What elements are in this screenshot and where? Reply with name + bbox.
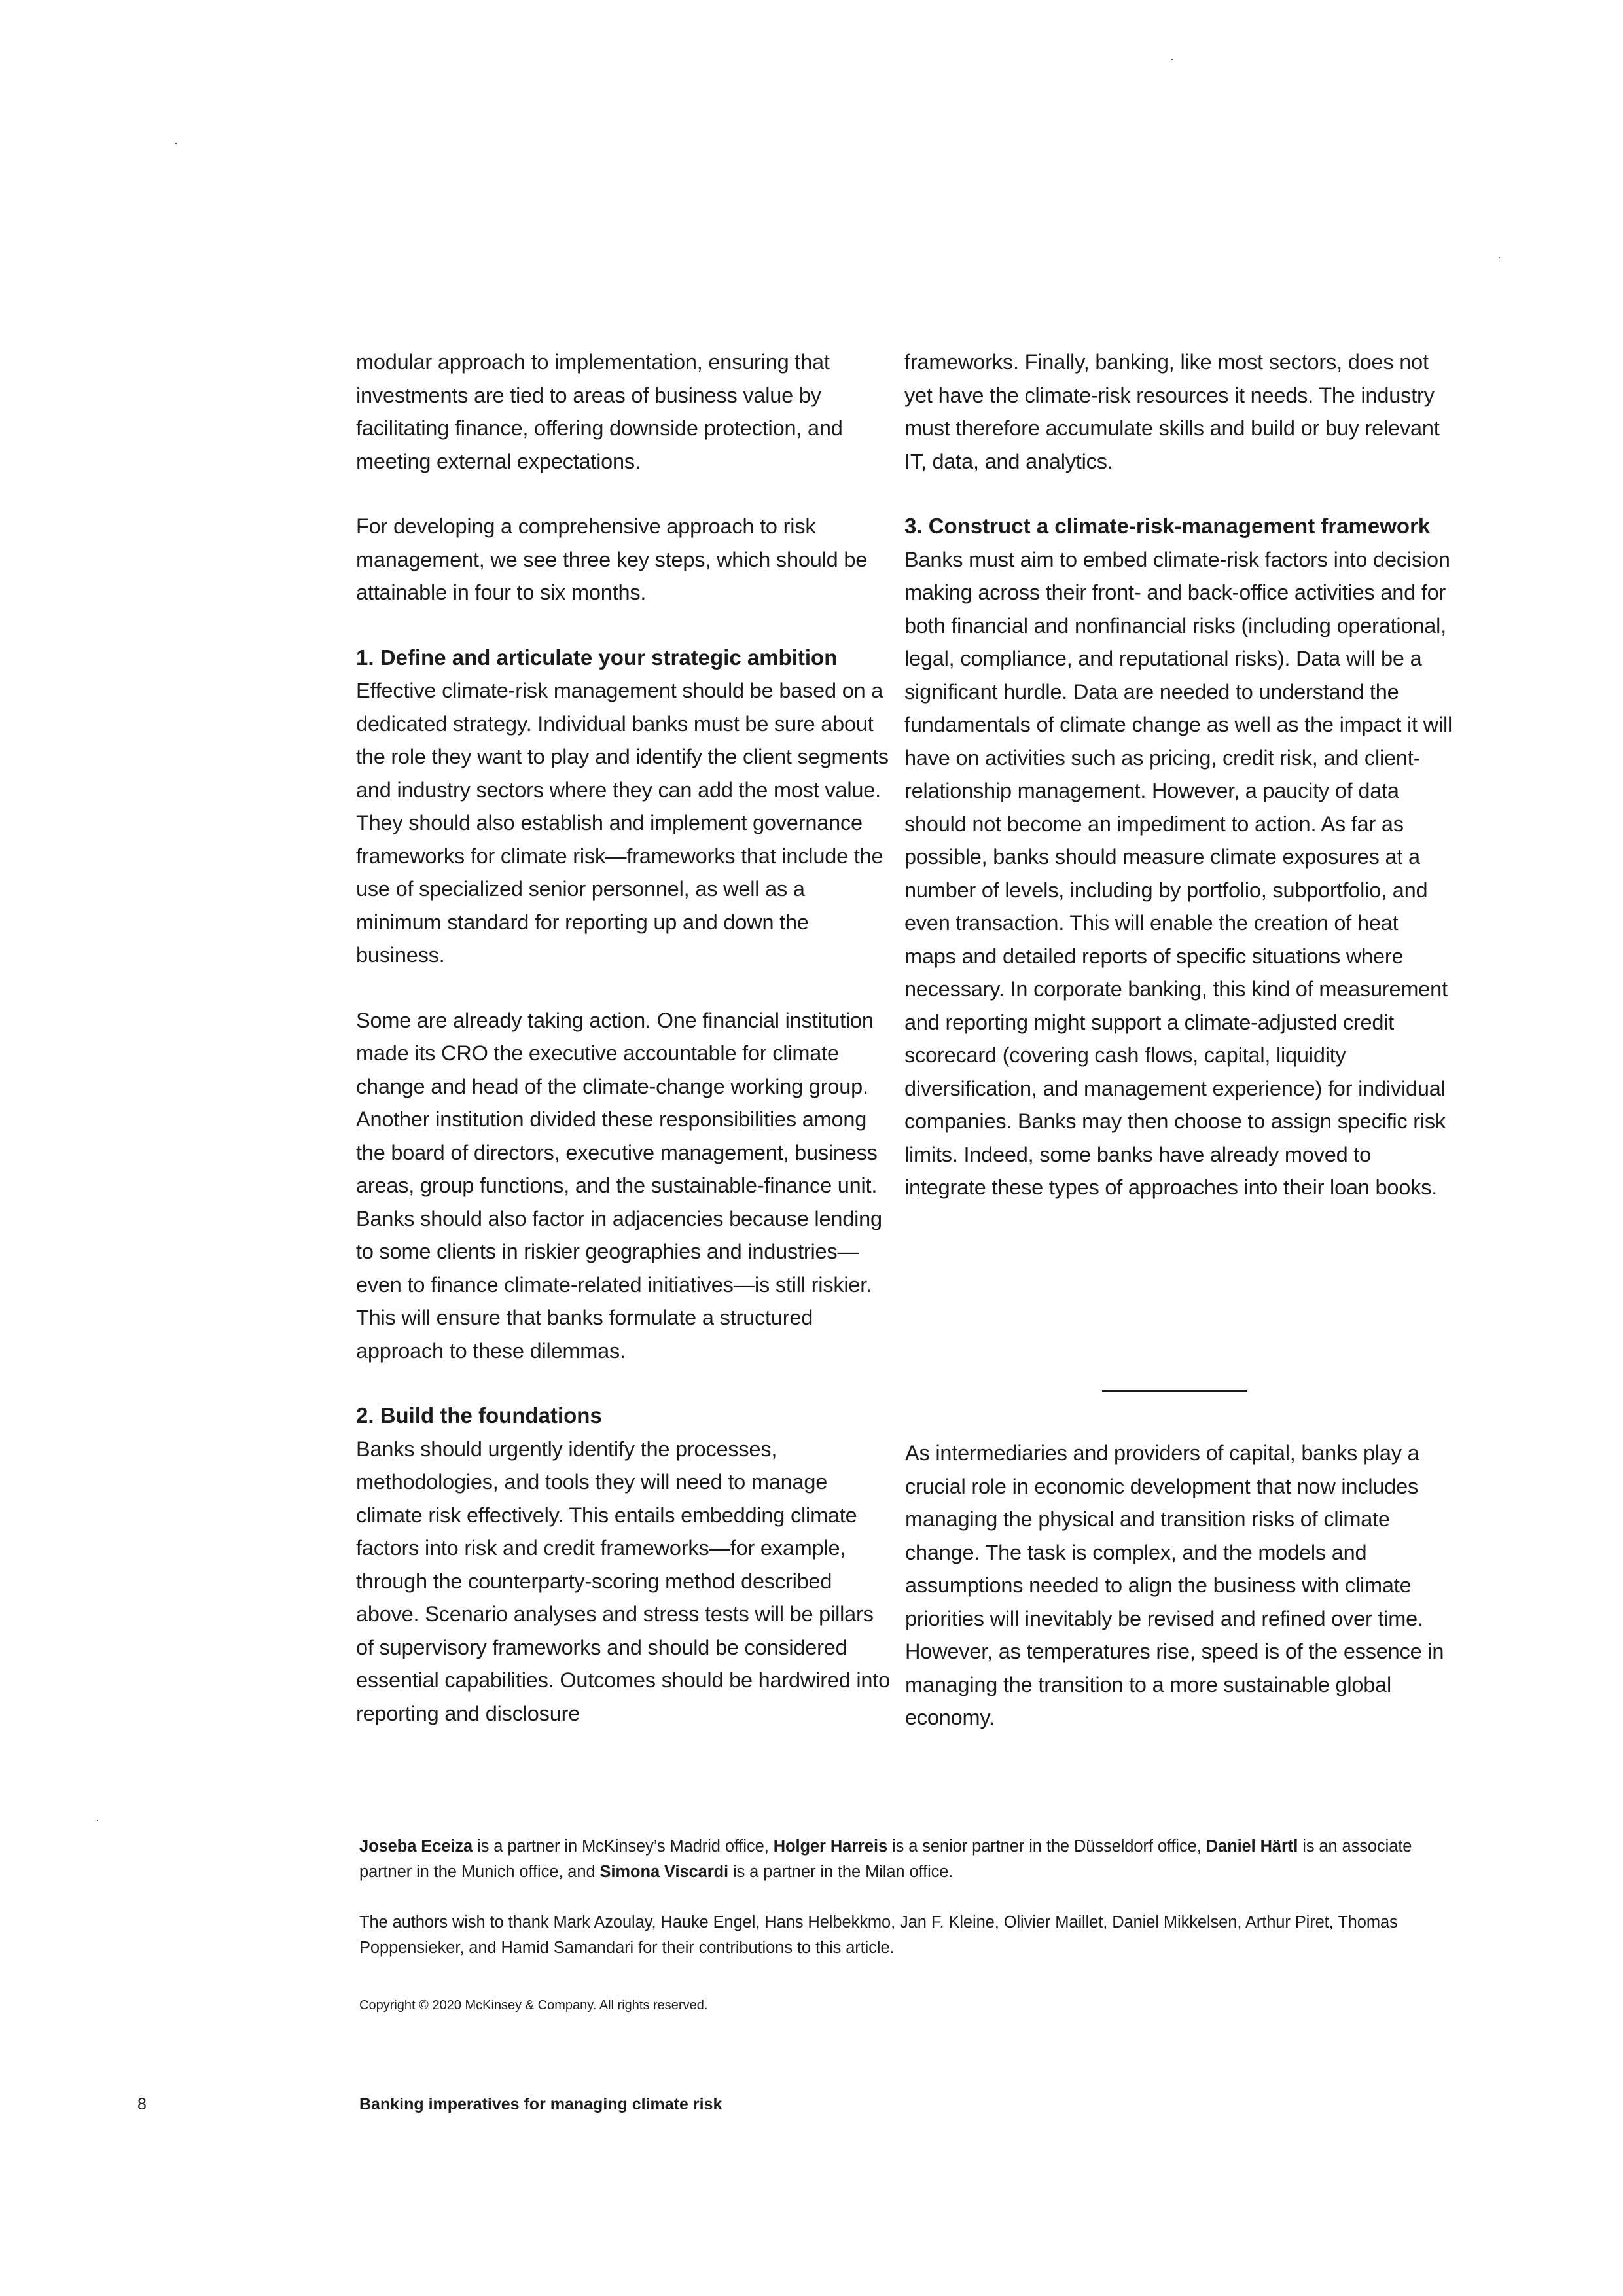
- running-title: Banking imperatives for managing climate risk: [359, 2095, 722, 2113]
- scan-speck: [1499, 257, 1500, 258]
- author-name: Simona Viscardi: [599, 1862, 728, 1881]
- scan-speck: [175, 143, 177, 144]
- step3-heading: 3. Construct a climate-risk-management framework: [904, 514, 1431, 538]
- page-number: 8: [137, 2095, 147, 2113]
- step1-body: Effective climate-risk management should be based on a dedicated strategy. Individual banks must be sure about the role they want to play and identify the client segments and industry sectors where they can add the most value. They should also establish and implement governance frameworks for climate risk—frameworks that include the use of specialized senior personnel, as well as a minimum standard for reporting up and down the business.: [356, 679, 889, 967]
- author-bios: [359, 1834, 1459, 1884]
- section-divider: [1102, 1390, 1247, 1392]
- author-name: Joseba Eceiza: [359, 1837, 473, 1856]
- author-name: Daniel Härtl: [1205, 1837, 1298, 1856]
- step2-body: Banks should urgently identify the processes, methodologies, and tools they will need to manage climate risk effectively. This entails embedding climate factors into risk and credit frameworks—for example, through the counterparty-scoring method described above. Scenario analyses and stress tests will be pillars of supervisory frameworks and should be considered essential capabilities. Outcomes should be hardwired into reporting and disclosure: [356, 1437, 891, 1725]
- scan-speck: [1171, 59, 1173, 60]
- conclusion-column: [905, 1437, 1455, 1734]
- copyright-notice: Copyright © 2020 McKinsey & Company. All rights reserved.: [359, 1998, 708, 2013]
- acknowledgments: The authors wish to thank Mark Azoulay, Hauke Engel, Hans Helbekkmo, Jan F. Kleine, Olivier Maillet, Daniel Mikkelsen, Arthur Piret, Thomas Poppensieker, and Hamid Samandari for their contributions to this article.: [359, 1913, 1398, 1957]
- author-role: is an associate partner in the Munich office, and: [359, 1837, 1412, 1881]
- step2-continued: frameworks. Finally, banking, like most sectors, does not yet have the climate-risk resources it needs. The industry must therefore accumulate skills and build or buy relevant IT, data, and analytics.: [904, 350, 1440, 473]
- step3-body: Banks must aim to embed climate-risk factors into decision making across their front- and back-office activities and for both financial and nonfinancial risks (including operational, legal, compliance, and reputational risks). Data will be a significant hurdle. Data are needed to understand the fundamentals of climate change as well as the impact it will have on activities such as pricing, credit risk, and client-relationship management. However, a paucity of data should not become an impediment to action. As far as possible, banks should measure climate exposures at a number of levels, including by portfolio, subportfolio, and even transaction. This will enable the creation of heat maps and detailed reports of specific situations where necessary. In corporate banking, this kind of measurement and reporting might support a climate-adjusted credit scorecard (covering cash flows, capital, liquidity diversification, and management experience) for individual companies. Banks may then choose to assign specific risk limits. Indeed, some banks have already moved to integrate these types of approaches into their loan books.: [904, 547, 1453, 1199]
- step1-examples: Some are already taking action. One financial institution made its CRO the executive accountable for climate change and head of the climate-change working group. Another institution divided these responsibilities among the board of directors, executive management, business areas, group functions, and the sustainable-finance unit. Banks should also factor in adjacencies because lending to some clients in riskier geographies and industries—even to finance climate-related initiatives—is still riskier. This will ensure that banks formulate a structured approach to these dilemmas.: [356, 1008, 882, 1363]
- step2-heading: 2. Build the foundations: [356, 1403, 602, 1427]
- author-role: is a partner in McKinsey’s Madrid office,: [473, 1837, 774, 1856]
- author-name: Holger Harreis: [773, 1837, 888, 1856]
- conclusion-paragraph: As intermediaries and providers of capital, banks play a crucial role in economic development that now includes managing the physical and transition risks of climate change. The task is complex, and the models and assumptions needed to align the business with climate priorities will inevitably be revised and refined over time. However, as temperatures rise, speed is of the essence in managing the transition to a more sustainable global economy.: [905, 1441, 1444, 1729]
- paragraph-intro-end: modular approach to implementation, ensuring that investments are tied to areas of business value by facilitating finance, offering downside protection, and meeting external expectations.: [356, 350, 843, 473]
- right-column: [904, 346, 1454, 1204]
- paragraph-steps-intro: For developing a comprehensive approach to risk management, we see three key steps, which should be attainable in four to six months.: [356, 514, 868, 604]
- author-role: is a partner in the Milan office.: [728, 1862, 954, 1881]
- left-column: [356, 346, 893, 1730]
- scan-speck: [97, 1820, 98, 1821]
- step1-heading: 1. Define and articulate your strategic ambition: [356, 645, 838, 670]
- author-role: is a senior partner in the Düsseldorf office,: [887, 1837, 1206, 1856]
